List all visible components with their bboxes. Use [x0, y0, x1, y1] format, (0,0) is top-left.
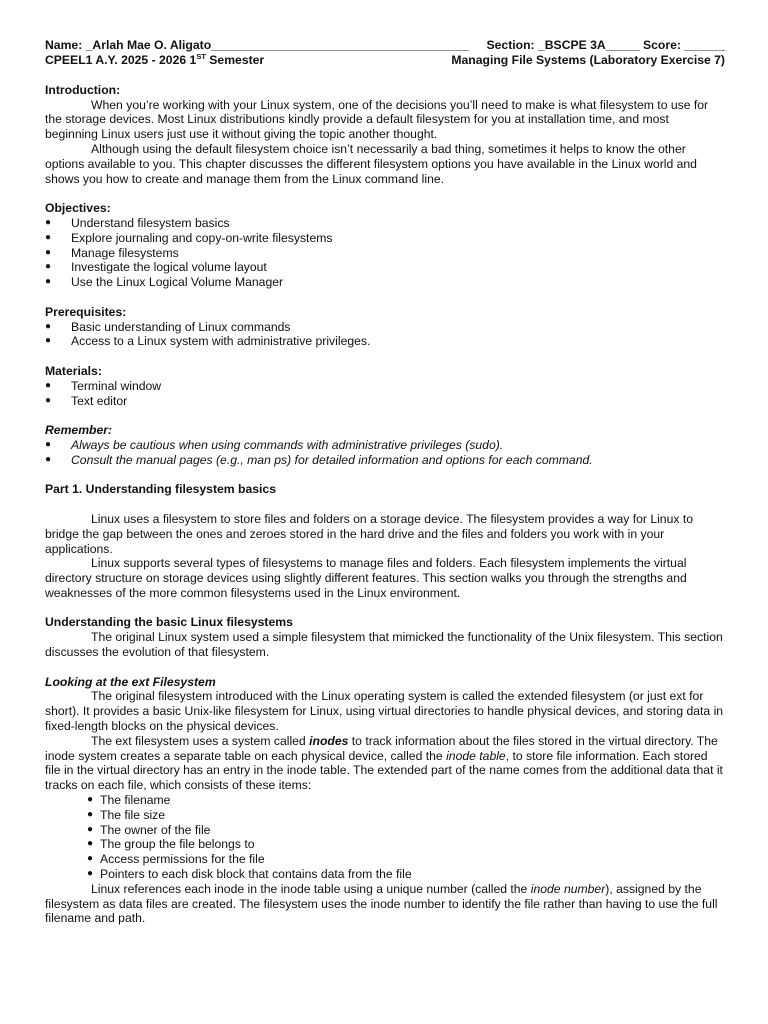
course-tail: Semester [205, 53, 265, 67]
part1-paragraph-2: Linux supports several types of filesystems to manage files and folders. Each filesystem implements the virtual directory structure on storage devices using slightly different features. This section walks you through the strengths and weaknesses of the more common filesystems used in the Linux environment. [45, 556, 687, 600]
basic-fs-paragraph: The original Linux system used a simple filesystem that mimicked the functionality of the Unix filesystem. This section discusses the evolution of that filesystem. [45, 630, 723, 660]
ext-paragraph-1: The original filesystem introduced with the Linux operating system is called the extended filesystem (or just ext for short). It provides a basic Unix-like filesystem for Linux, using virtual directories to handle physical devices, and storing data in fixed-length blocks on the physical devices. [45, 689, 724, 734]
list-item: ● The owner of the file [87, 823, 725, 838]
ext-heading: Looking at the ext Filesystem [45, 674, 216, 689]
objectives-heading: Objectives: [45, 201, 111, 216]
list-item: ● Always be cautious when using commands with administrative privileges (sudo). [45, 438, 725, 453]
course-info [45, 53, 264, 68]
inode-items-list [45, 793, 725, 882]
list-item: ● Pointers to each disk block that contains data from the file [87, 867, 725, 882]
list-item: ● Understand filesystem basics [45, 216, 725, 231]
materials-heading: Materials: [45, 363, 102, 378]
term-inode-table: inode table [446, 748, 506, 763]
text-run: to track information about the files stored in the virtual directory. The inode system creates a separate table on each physical device, called the [45, 733, 718, 763]
list-item: ● Manage filesystems [45, 246, 725, 261]
course-sup: ST [196, 52, 206, 61]
term-inodes: inodes [309, 733, 349, 748]
term-inode-number: inode number [530, 881, 606, 896]
basic-fs-heading: Understanding the basic Linux filesystems [45, 615, 293, 630]
list-item: ● The group the file belongs to [87, 837, 725, 852]
remember-heading: Remember: [45, 423, 113, 438]
intro-paragraph-1: When you’re working with your Linux system, one of the decisions you’ll need to make is what filesystem to use for the storage devices. Most Linux distributions kindly provide a default filesystem for you at installation time, and most beginning Linux users just use it without giving the topic another thought. [45, 97, 709, 142]
list-item: ● Text editor [45, 394, 725, 409]
list-item: ● Basic understanding of Linux commands [45, 320, 725, 335]
ext-paragraph-2 [45, 734, 725, 793]
list-item: ● Consult the manual pages (e.g., man ps) for detailed information and options for each command. [45, 453, 725, 468]
list-item: ● Explore journaling and copy-on-write filesystems [45, 231, 725, 246]
text-run: Linux references each inode in the inode table using a unique number (called the [91, 881, 531, 896]
remember-list [45, 438, 725, 468]
list-item: ● Terminal window [45, 379, 725, 394]
student-name-field: Name: _Arlah Mae O. Aligato______________________________________ [45, 38, 469, 52]
text-run: ), assigned by the filesystem as data files are created. The filesystem uses the inode number to identify the file rather than having to use the full filename and path. [45, 881, 718, 926]
course-text: CPEEL1 A.Y. 2025 - 2026 1 [45, 53, 197, 67]
list-item: ● The file size [87, 808, 725, 823]
exercise-title: Managing File Systems (Laboratory Exercise 7) [451, 53, 725, 67]
materials-list [45, 379, 725, 409]
intro-paragraph-2: Although using the default filesystem choice isn’t necessarily a bad thing, sometimes it helps to know the other options available to you. This chapter discusses the different filesystem options you have available in the Linux world and shows you how to create and manage them from the Linux command line. [45, 141, 697, 186]
section-score-group [487, 38, 725, 53]
header-line-1 [45, 38, 725, 53]
list-item: ● Access to a Linux system with administrative privileges. [45, 334, 725, 349]
part1-paragraph-1: Linux uses a filesystem to store files and folders on a storage device. The filesystem provides a way for Linux to bridge the gap between the ones and zeroes stored in the hard drive and the files and folders you work with in your applications. [45, 511, 694, 556]
list-item: ● Investigate the logical volume layout [45, 260, 725, 275]
header-line-2 [45, 53, 725, 68]
document-page [45, 38, 725, 926]
section-field: Section: _BSCPE 3A_____ [486, 38, 640, 52]
ext-paragraph-3 [45, 882, 725, 926]
list-item: ● The filename [87, 793, 725, 808]
prereq-list [45, 320, 725, 350]
score-field: Score: ______ [643, 38, 725, 52]
prereq-heading: Prerequisites: [45, 304, 127, 319]
intro-heading: Introduction: [45, 82, 121, 97]
text-run: , to store file information. Each stored file in the virtual directory has an entry in the inode table. The extended part of the name comes from the additional data that it tracks on each file, which consists of these items: [45, 748, 723, 793]
list-item: ● Use the Linux Logical Volume Manager [45, 275, 725, 290]
text-run: The ext filesystem uses a system called [91, 733, 310, 748]
part1-heading: Part 1. Understanding filesystem basics [45, 482, 276, 497]
list-item: ● Access permissions for the file [87, 852, 725, 867]
objectives-list [45, 216, 725, 290]
